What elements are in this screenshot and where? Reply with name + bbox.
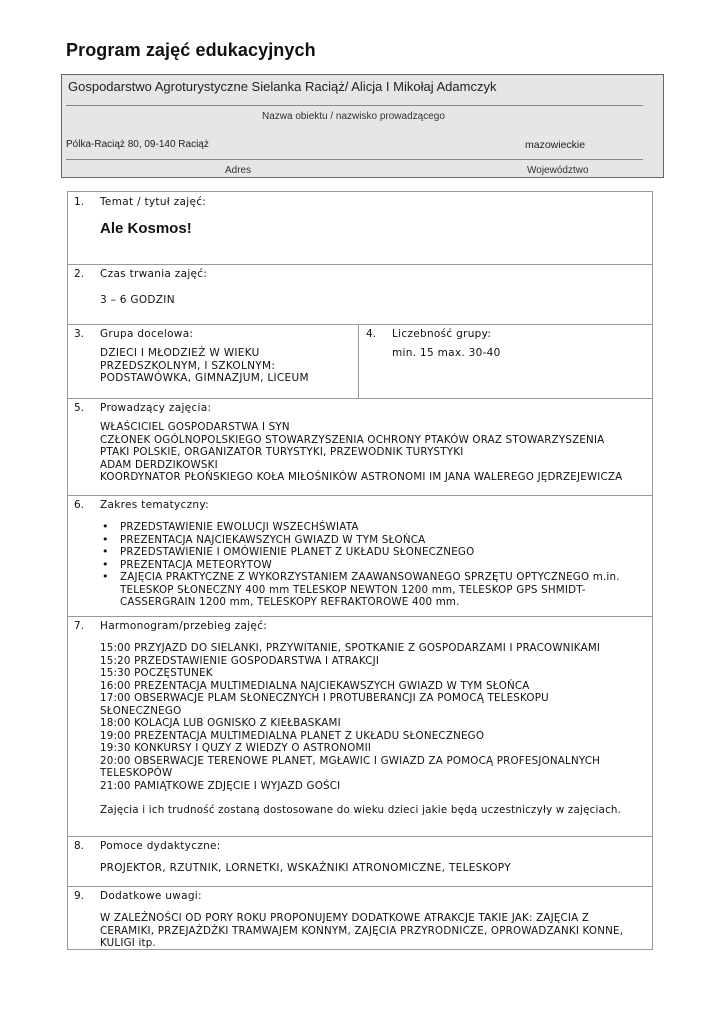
- list-item: • PREZENTACJA NAJCIEKAWSZYCH GWIAZD W TYM SŁOŃCA: [100, 534, 646, 547]
- divider: [66, 159, 643, 160]
- list-item: [100, 571, 646, 609]
- text-line: PODSTAWÓWKA, GIMNAZJUM, LICEUM: [100, 372, 309, 384]
- schedule-line: 19:00 PREZENTACJA MULTIMEDIALNA PLANET Z UKŁADU SŁONECZNEGO: [100, 729, 485, 742]
- list-item: • PREZENTACJA METEORYTOW: [100, 559, 646, 572]
- section-number: 3.: [74, 328, 85, 340]
- topic-title: Ale Kosmos!: [100, 220, 192, 237]
- text-line: W ZALEŻNOŚCI OD PORY ROKU PROPONUJEMY DODATKOWE ATRAKCJE TAKIE JAK: ZAJĘCIA Z: [100, 912, 590, 924]
- schedule-line: 18:00 KOLACJA LUB OGNISKO Z KIEŁBASKAMI: [100, 717, 341, 729]
- text-line: WŁAŚCICIEL GOSPODARSTWA I SYN: [100, 421, 290, 433]
- section-schedule: [68, 616, 652, 837]
- schedule-line: TELESKOPÓW: [100, 767, 173, 779]
- text-line: CZŁONEK OGÓLNOPOLSKIEGO STOWARZYSZENIA OCHRONY PTAKÓW ORAZ STOWARZYSZENIA: [100, 433, 605, 446]
- text-line: KOORDYNATOR PŁOŃSKIEGO KOŁA MIŁOŚNIKÓW ASTRONOMI IM JANA WALEREGO JĘDRZEJEWICZA: [100, 471, 623, 483]
- section-number: 1.: [74, 196, 85, 208]
- schedule-line: 15:00 PRZYJAZD DO SIELANKI, PRZYWITANIE, SPOTKANIE Z GOSPODARZAMI I PRACOWNIKAMI: [100, 642, 601, 654]
- section-number: 8.: [74, 840, 85, 852]
- schedule-line: 15:20 PRZEDSTAWIENIE GOSPODARSTWA I ATRAKCJI: [100, 654, 380, 667]
- section-duration: [68, 264, 652, 325]
- topics-list: [100, 521, 646, 609]
- page-title: Program zajęć edukacyjnych: [66, 40, 316, 60]
- text-line: DZIECI I MŁODZIEŻ W WIEKU: [100, 347, 260, 359]
- group-size-value: min. 15 max. 30-40: [392, 347, 501, 359]
- section-label: Pomoce dydaktyczne:: [100, 840, 221, 852]
- text-line: KULIGI itp.: [100, 937, 156, 949]
- schedule-list: [100, 642, 646, 817]
- section-label: Harmonogram/przebieg zajęć:: [100, 620, 268, 632]
- section-label: Czas trwania zajęć:: [100, 268, 208, 280]
- section-topic: [68, 192, 652, 265]
- section-label: Prowadzący zajęcia:: [100, 402, 212, 414]
- section-number: 6.: [74, 499, 85, 511]
- list-item: • PRZEDSTAWIENIE EWOLUCJI WSZECHŚWIATA: [100, 521, 646, 534]
- schedule-line: 15:30 POCZĘSTUNEK: [100, 667, 213, 679]
- text-line: ADAM DERDZIKOWSKI: [100, 458, 218, 471]
- text-line: CASSERGRAIN 1200 mm, TELESKOPY REFRAKTOROWE 400 mm.: [120, 596, 460, 608]
- section-label: Liczebność grupy:: [392, 328, 492, 340]
- section-instructor: [68, 398, 652, 496]
- schedule-line: 20:00 OBSERWACJE TERENOWE PLANET, MGŁAWIC I GWIAZD ZA POMOCĄ PROFESJONALNYCH: [100, 754, 601, 767]
- program-table: [67, 191, 653, 950]
- section-group-row: [68, 324, 652, 399]
- divider: [66, 105, 643, 106]
- aids-value: PROJEKTOR, RZUTNIK, LORNETKI, WSKAŹNIKI ATRONOMICZNE, TELESKOPY: [100, 862, 511, 874]
- schedule-note: Zajęcia i ich trudność zostaną dostosowane do wieku dzieci jakie będą uczestniczyły w zajęciach.: [100, 804, 622, 816]
- schedule-line: SŁONECZNEGO: [100, 704, 182, 717]
- instructor-value: [100, 421, 646, 484]
- voivodeship-caption: Województwo: [527, 165, 589, 176]
- section-label: Dodatkowe uwagi:: [100, 890, 202, 902]
- column-divider: [358, 324, 359, 398]
- facility-name: Gospodarstwo Agroturystyczne Sielanka Raciąż/ Alicja I Mikołaj Adamczyk: [68, 79, 497, 94]
- facility-caption: Nazwa obiektu / nazwisko prowadzącego: [262, 111, 445, 122]
- text-line: PRZEDSZKOLNYM, I SZKOLNYM:: [100, 359, 276, 372]
- section-number: 4.: [366, 328, 377, 340]
- section-topics: [68, 495, 652, 617]
- text-line: • ZAJĘCIA PRAKTYCZNE Z WYKORZYSTANIEM ZAAWANSOWANEGO SPRZĘTU OPTYCZNEGO m.in.: [120, 571, 620, 583]
- header-box: [61, 74, 664, 178]
- target-group-value: [100, 347, 309, 385]
- voivodeship-value: mazowieckie: [525, 139, 586, 151]
- schedule-line: 19:30 KONKURSY I QUZY Z WIEDZY O ASTRONOMII: [100, 742, 372, 754]
- text-line: PTAKI POLSKIE, ORGANIZATOR TURYSTYKI, PRZEWODNIK TURYSTYKI: [100, 446, 464, 458]
- section-label: Zakres tematyczny:: [100, 499, 209, 511]
- section-notes: [68, 886, 652, 950]
- notes-value: [100, 912, 646, 950]
- schedule-line: 21:00 PAMIĄTKOWE ZDJĘCIE I WYJAZD GOŚCI: [100, 779, 341, 792]
- section-label: Grupa docelowa:: [100, 328, 194, 340]
- schedule-line: 17:00 OBSERWACJE PLAM SŁONECZNYCH I PROTUBERANCJI ZA POMOCĄ TELESKOPU: [100, 692, 549, 704]
- section-number: 5.: [74, 402, 85, 414]
- section-number: 9.: [74, 890, 85, 902]
- list-item: • PRZEDSTAWIENIE I OMÓWIENIE PLANET Z UKŁADU SŁONECZNEGO: [100, 546, 646, 559]
- text-line: TELESKOP SŁONECZNY 400 mm TELESKOP NEWTON 1200 mm, TELESKOP GPS SHMIDT-: [120, 583, 586, 596]
- duration-value: 3 – 6 GODZIN: [100, 294, 175, 306]
- section-number: 2.: [74, 268, 85, 280]
- address-value: Pólka-Raciąż 80, 09-140 Raciąż: [66, 139, 209, 150]
- section-aids: [68, 836, 652, 887]
- address-caption: Adres: [225, 165, 252, 176]
- text-line: CERAMIKI, PRZEJAŻDŻKI TRAMWAJEM KONNYM, ZAJĘCIA PRZYRODNICZE, OPROWADZANKI KONNE,: [100, 924, 624, 937]
- schedule-line: 16:00 PREZENTACJA MULTIMEDIALNA NAJCIEKAWSZYCH GWIAZD W TYM SŁOŃCA: [100, 679, 530, 692]
- section-label: Temat / tytuł zajęć:: [100, 196, 207, 208]
- section-number: 7.: [74, 620, 85, 632]
